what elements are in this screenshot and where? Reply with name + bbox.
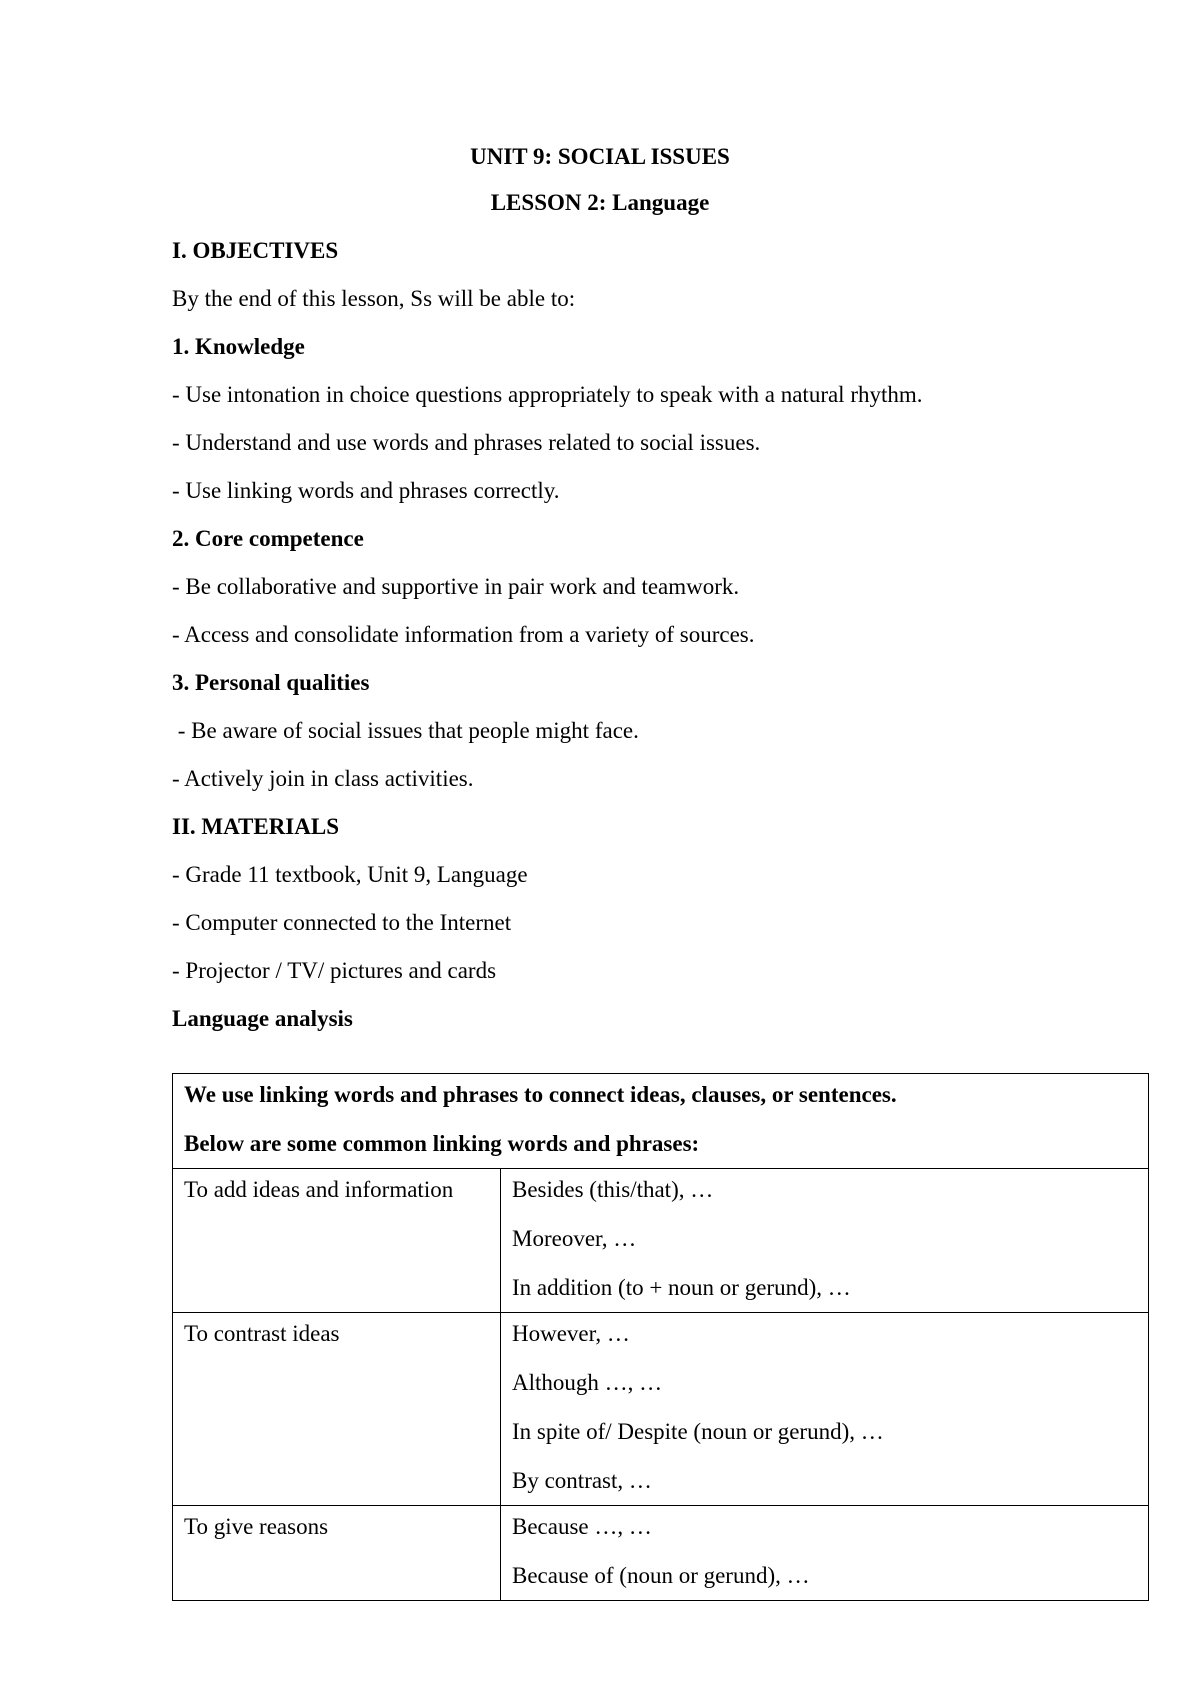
- personal-qualities-heading: 3. Personal qualities: [172, 670, 370, 695]
- core-competence-item: - Access and consolidate information from a variety of sources.: [172, 622, 755, 647]
- core-competence-heading: 2. Core competence: [172, 526, 364, 551]
- language-analysis-heading: Language analysis: [172, 1006, 353, 1031]
- phrases-cell: [501, 1169, 1149, 1313]
- knowledge-heading: 1. Knowledge: [172, 334, 305, 359]
- linking-phrase: By contrast, …: [512, 1468, 652, 1493]
- linking-phrase: Although …, …: [512, 1370, 663, 1395]
- phrases-cell: [501, 1506, 1149, 1601]
- linking-phrase: Because …, …: [512, 1514, 652, 1539]
- table-row: [173, 1169, 1149, 1313]
- table-row: [173, 1506, 1149, 1601]
- phrases-cell: [501, 1313, 1149, 1506]
- function-cell: [173, 1506, 501, 1601]
- objectives-intro: By the end of this lesson, Ss will be able to:: [172, 286, 576, 311]
- linking-phrase: However, …: [512, 1321, 630, 1346]
- linking-phrase: In addition (to + noun or gerund), …: [512, 1275, 851, 1300]
- materials-item: - Projector / TV/ pictures and cards: [172, 958, 497, 983]
- materials-item: - Computer connected to the Internet: [172, 910, 512, 935]
- linking-phrase: In spite of/ Despite (noun or gerund), …: [512, 1419, 884, 1444]
- lesson-title: LESSON 2: Language: [490, 190, 710, 215]
- unit-title: UNIT 9: SOCIAL ISSUES: [470, 144, 730, 169]
- linking-phrase: Because of (noun or gerund), …: [512, 1563, 810, 1588]
- function-label: To contrast ideas: [184, 1321, 340, 1346]
- objectives-heading: I. OBJECTIVES: [172, 238, 339, 263]
- table-intro-cell: [173, 1074, 1149, 1169]
- function-cell: [173, 1169, 501, 1313]
- knowledge-item: - Use linking words and phrases correctly.: [172, 478, 560, 503]
- materials-item: - Grade 11 textbook, Unit 9, Language: [172, 862, 528, 887]
- personal-qualities-item: - Actively join in class activities.: [172, 766, 474, 791]
- table-intro-line: Below are some common linking words and phrases:: [184, 1131, 700, 1156]
- linking-phrase: Besides (this/that), …: [512, 1177, 714, 1202]
- table-intro-line: We use linking words and phrases to connect ideas, clauses, or sentences.: [184, 1082, 897, 1107]
- materials-heading: II. MATERIALS: [172, 814, 339, 839]
- function-label: To add ideas and information: [184, 1177, 454, 1202]
- linking-phrase: Moreover, …: [512, 1226, 637, 1251]
- function-label: To give reasons: [184, 1514, 329, 1539]
- linking-words-table: [172, 1073, 1149, 1601]
- knowledge-item: - Use intonation in choice questions appropriately to speak with a natural rhythm.: [172, 382, 923, 407]
- knowledge-item: - Understand and use words and phrases related to social issues.: [172, 430, 761, 455]
- function-cell: [173, 1313, 501, 1506]
- personal-qualities-item: - Be aware of social issues that people might face.: [172, 718, 639, 743]
- core-competence-item: - Be collaborative and supportive in pair work and teamwork.: [172, 574, 740, 599]
- table-row: [173, 1313, 1149, 1506]
- table-intro-row: [173, 1074, 1149, 1169]
